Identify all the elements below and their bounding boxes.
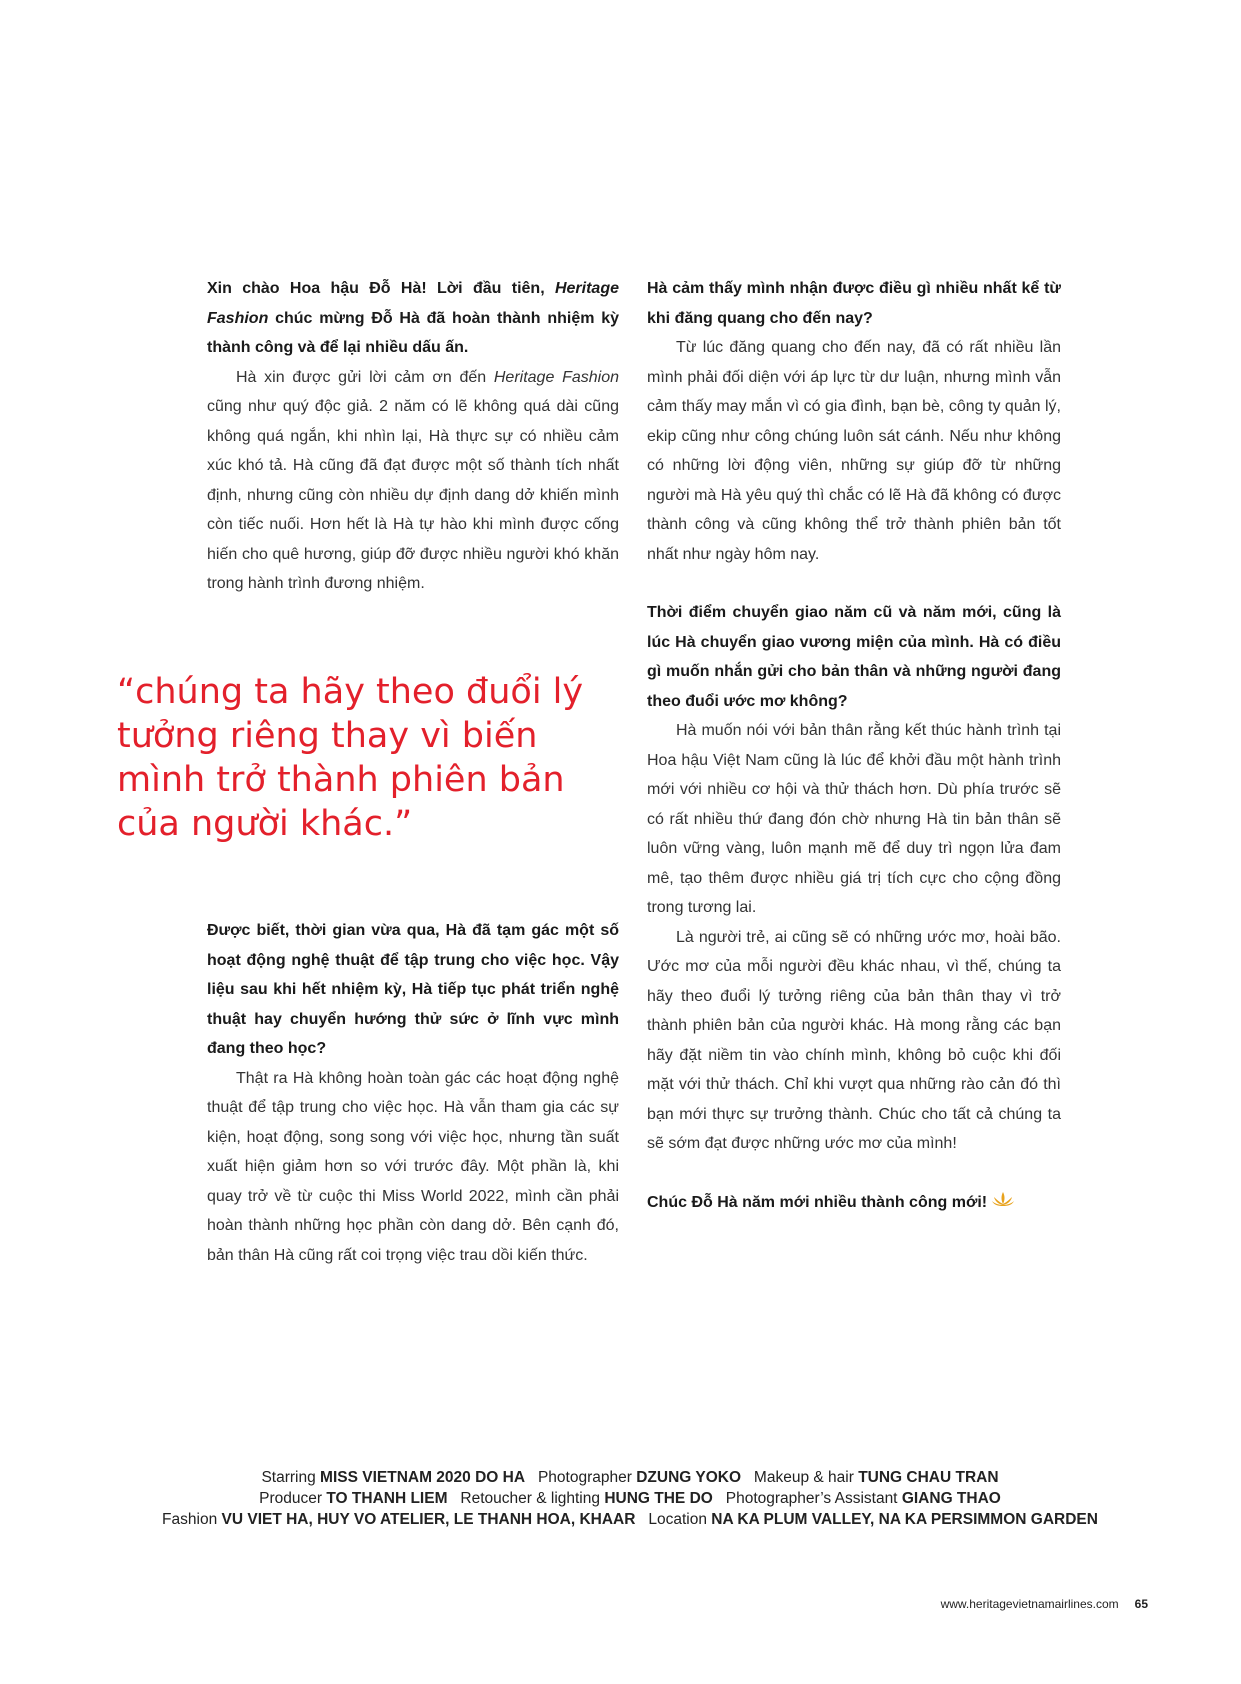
paragraph-gap [647,1159,1061,1188]
photo-credits [110,1467,1150,1530]
interview-answer-2: Từ lúc đăng quang cho đến nay, đã có rất nhiều lần mình phải đối diện với áp lực từ dư luận, nhưng mình vẫn cảm thấy may mắn vì có gia đình, bạn bè, công ty quản lý, ekip cũng như công chúng luôn sát cánh. Nếu như không có những lời động viên, những sự giúp đỡ từ những người mà Hà yêu quý thì chắc có lẽ Hà đã không có được thành công và cũng không thể trở thành phiên bản tốt nhất như ngày hôm nay. [647,339,1061,563]
page-number: 65 [1134,1597,1148,1611]
credits-line-3: Fashion VU VIET HA, HUY VO ATELIER, LE THANH HOA, KHAAR Location NA KA PLUM VALLEY, NA KA PERSIMMON GARDEN [162,1511,1098,1528]
page-footer [941,1597,1148,1611]
pull-quote: “chúng ta hãy theo đuổi lý tưởng riêng thay vì biến mình trở thành phiên bản của người khác.” [117,672,584,844]
credits-line-1: Starring MISS VIETNAM 2020 DO HA Photographer DZUNG YOKO Makeup & hair TUNG CHAU TRAN [261,1469,999,1486]
interview-question-2: Hà cảm thấy mình nhận được điều gì nhiều nhất kể từ khi đăng quang cho đến nay? [647,280,1061,327]
lotus-icon [991,1188,1015,1218]
interview-column-right [647,274,1061,1217]
interview-answer-4-part-1: Hà muốn nói với bản thân rằng kết thúc hành trình tại Hoa hậu Việt Nam cũng là lúc để khởi đầu một hành trình mới với nhiều cơ hội và thử thách hơn. Dù phía trước sẽ có rất nhiều thứ đang đón chờ nhưng Hà tin bản thân sẽ luôn vững vàng, luôn mạnh mẽ để duy trì ngọn lửa đam mê, tạo thêm được nhiều giá trị tích cực cho cộng đồng trong tương lai. [647,722,1061,916]
interview-column-left-bottom [207,916,619,1270]
closing-line: Chúc Đỗ Hà năm mới nhiều thành công mới! [647,1188,1061,1218]
website-url: www.heritagevietnamairlines.com [940,1597,1119,1611]
interview-question-1: Xin chào Hoa hậu Đỗ Hà! Lời đầu tiên, Heritage Fashion chúc mừng Đỗ Hà đã hoàn thành nhiệm kỳ thành công và để lại nhiều dấu ấn. [207,280,619,356]
interview-answer-3: Thật ra Hà không hoàn toàn gác các hoạt động nghệ thuật để tập trung cho việc học. Hà vẫn tham gia các sự kiện, hoạt động, song song với việc học, nhưng tần suất xuất hiện giảm hơn so với trước đây. Một phần là, khi quay trở về từ cuộc thi Miss World 2022, mình cần phải hoàn thành những học phần còn dang dở. Bên cạnh đó, bản thân Hà cũng rất coi trọng việc trau dồi kiến thức. [207,1069,619,1264]
interview-column-left-top [207,274,619,599]
interview-question-4: Thời điểm chuyển giao năm cũ và năm mới, cũng là lúc Hà chuyển giao vương miện của mình. Hà có điều gì muốn nhắn gửi cho bản thân và những người đang theo đuổi ước mơ không? [647,604,1061,710]
interview-answer-1: Hà xin được gửi lời cảm ơn đến Heritage Fashion cũng như quý độc giả. 2 năm có lẽ không quá dài cũng không quá ngắn, khi nhìn lại, Hà thực sự có nhiều cảm xúc khó tả. Hà cũng đã đạt được một số thành tích nhất định, nhưng cũng còn nhiều dự định dang dở khiến mình còn tiếc nuối. Hơn hết là Hà tự hào khi mình được cống hiến cho quê hương, giúp đỡ được nhiều người khó khăn trong hành trình đương nhiệm. [207,368,619,592]
interview-answer-4-part-2: Là người trẻ, ai cũng sẽ có những ước mơ, hoài bão. Ước mơ của mỗi người đều khác nhau, vì thế, chúng ta hãy theo đuổi lý tưởng riêng của bản thân thay vì trở thành phiên bản của người khác. Hà mong rằng các bạn hãy đặt niềm tin vào chính mình, không bỏ cuộc khi đối mặt với thử thách. Chỉ khi vượt qua những rào cản đó thì bạn mới thực sự trưởng thành. Chúc cho tất cả chúng ta sẽ sớm đạt được những ước mơ của mình! [647,928,1061,1152]
interview-question-3: Được biết, thời gian vừa qua, Hà đã tạm gác một số hoạt động nghệ thuật để tập trung cho việc học. Vậy liệu sau khi hết nhiệm kỳ, Hà tiếp tục phát triển nghệ thuật hay chuyển hướng thử sức ở lĩnh vực mình đang theo học? [207,922,619,1057]
credits-line-2: Producer TO THANH LIEM Retoucher & lighting HUNG THE DO Photographer’s Assistant GIANG THAO [259,1490,1001,1507]
paragraph-gap [647,569,1061,598]
